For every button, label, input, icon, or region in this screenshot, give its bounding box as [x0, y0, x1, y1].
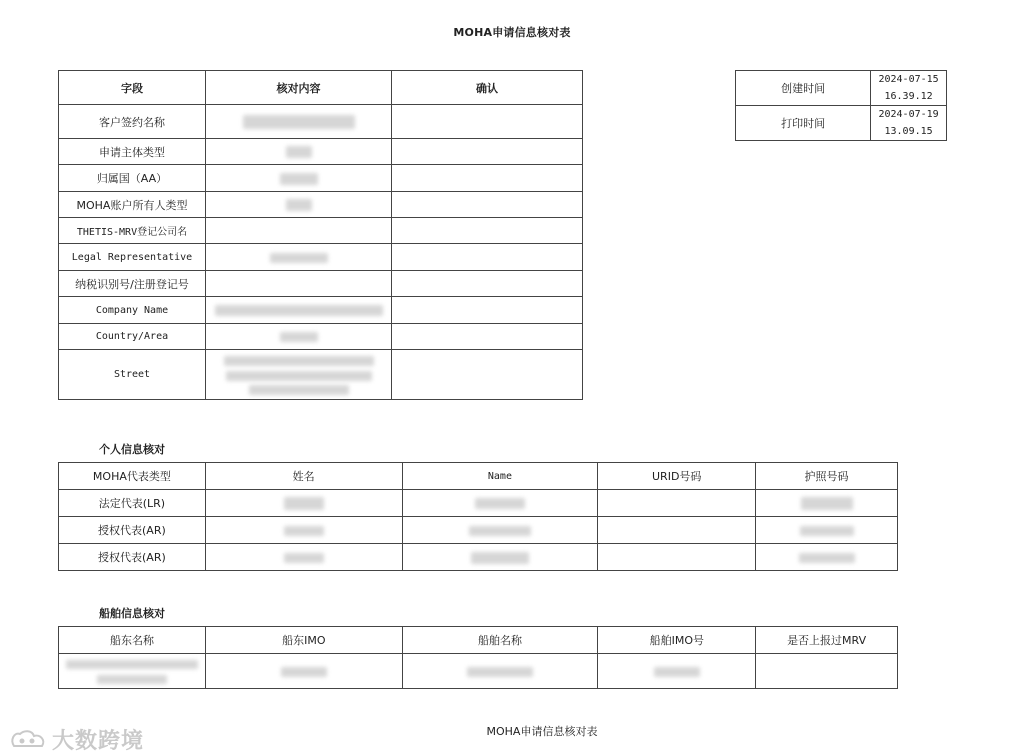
field-label: 归属国（AA）: [59, 165, 206, 192]
confirm-cell: [392, 271, 583, 297]
field-label: Country/Area: [59, 324, 206, 350]
confirm-cell: [392, 218, 583, 244]
field-label: THETIS-MRV登记公司名: [59, 218, 206, 244]
person-section-title: 个人信息核对: [99, 443, 165, 456]
created-time-label: 创建时间: [736, 71, 871, 106]
redacted-value: [206, 297, 392, 324]
header-name-en: Name: [402, 463, 598, 490]
created-date: 2024-07-15: [878, 74, 939, 85]
redacted-value: [206, 192, 392, 218]
header-name-cn: 姓名: [205, 463, 402, 490]
rep-type: 授权代表(AR): [59, 517, 206, 544]
rep-type: 法定代表(LR): [59, 490, 206, 517]
redacted-value: [206, 105, 392, 139]
ship-info-table: [58, 626, 898, 689]
time-info-table: [735, 70, 947, 141]
field-label: Legal Representative: [59, 244, 206, 271]
table-row: [59, 654, 898, 689]
value-cell: [598, 517, 756, 544]
header-ship-name: 船舶名称: [402, 627, 598, 654]
redacted-value: [205, 544, 402, 571]
confirm-cell: [392, 324, 583, 350]
header-content: 核对内容: [206, 71, 392, 105]
value-cell: [206, 271, 392, 297]
table-row: [59, 297, 583, 324]
header-field: 字段: [59, 71, 206, 105]
value-cell: [598, 544, 756, 571]
watermark-text: 大数跨境: [52, 729, 145, 754]
redacted-value: [205, 654, 402, 689]
redacted-value: [206, 139, 392, 165]
table-row: [59, 490, 898, 517]
table-row: [59, 105, 583, 139]
redacted-value: [402, 544, 598, 571]
created-time: 16.39.12: [884, 91, 933, 102]
redacted-value: [756, 517, 898, 544]
redacted-value: [206, 244, 392, 271]
field-label: 纳税识别号/注册登记号: [59, 271, 206, 297]
field-check-table: [58, 70, 583, 400]
value-cell: [206, 218, 392, 244]
time-row: [736, 106, 947, 141]
brand-logo-icon: [8, 728, 48, 752]
redacted-value: [59, 654, 206, 689]
field-label: Street: [59, 350, 206, 400]
redacted-value: [756, 490, 898, 517]
table-row: [59, 544, 898, 571]
redacted-value: [205, 490, 402, 517]
printed-time-value: [871, 106, 947, 141]
redacted-value: [402, 517, 598, 544]
value-cell: [598, 490, 756, 517]
header-rep-type: MOHA代表类型: [59, 463, 206, 490]
watermark-logo: [8, 724, 144, 755]
field-label: Company Name: [59, 297, 206, 324]
table-row: [59, 192, 583, 218]
printed-date: 2024-07-19: [878, 109, 939, 120]
header-ship-imo: 船舶IMO号: [598, 627, 756, 654]
created-time-value: [871, 71, 947, 106]
field-label: 申请主体类型: [59, 139, 206, 165]
confirm-cell: [392, 350, 583, 400]
confirm-cell: [392, 192, 583, 218]
redacted-value: [206, 165, 392, 192]
header-confirm: 确认: [392, 71, 583, 105]
confirm-cell: [392, 297, 583, 324]
header-owner-imo: 船东IMO: [205, 627, 402, 654]
table-row: [59, 517, 898, 544]
ship-section-title: 船舶信息核对: [99, 607, 165, 620]
redacted-value: [402, 490, 598, 517]
table-header-row: [59, 627, 898, 654]
header-mrv-reported: 是否上报过MRV: [756, 627, 898, 654]
document-footer-title: MOHA申请信息核对表: [486, 725, 598, 738]
table-row: [59, 271, 583, 297]
confirm-cell: [392, 139, 583, 165]
header-passport: 护照号码: [756, 463, 898, 490]
time-row: [736, 71, 947, 106]
printed-time: 13.09.15: [884, 126, 933, 137]
confirm-cell: [392, 105, 583, 139]
table-row: [59, 324, 583, 350]
redacted-value: [598, 654, 756, 689]
confirm-cell: [392, 244, 583, 271]
printed-time-label: 打印时间: [736, 106, 871, 141]
redacted-value: [756, 544, 898, 571]
field-label: MOHA账户所有人类型: [59, 192, 206, 218]
confirm-cell: [392, 165, 583, 192]
table-row: [59, 244, 583, 271]
redacted-value: [402, 654, 598, 689]
redacted-value: [206, 324, 392, 350]
table-row: [59, 165, 583, 192]
header-owner-name: 船东名称: [59, 627, 206, 654]
table-row: [59, 218, 583, 244]
table-row: [59, 350, 583, 400]
rep-type: 授权代表(AR): [59, 544, 206, 571]
redacted-value: [205, 517, 402, 544]
person-info-table: [58, 462, 898, 571]
table-header-row: [59, 463, 898, 490]
header-urid: URID号码: [598, 463, 756, 490]
value-cell: [756, 654, 898, 689]
table-row: [59, 139, 583, 165]
document-title: MOHA申请信息核对表: [453, 26, 571, 39]
table-header-row: [59, 71, 583, 105]
field-label: 客户签约名称: [59, 105, 206, 139]
redacted-value: [206, 350, 392, 400]
